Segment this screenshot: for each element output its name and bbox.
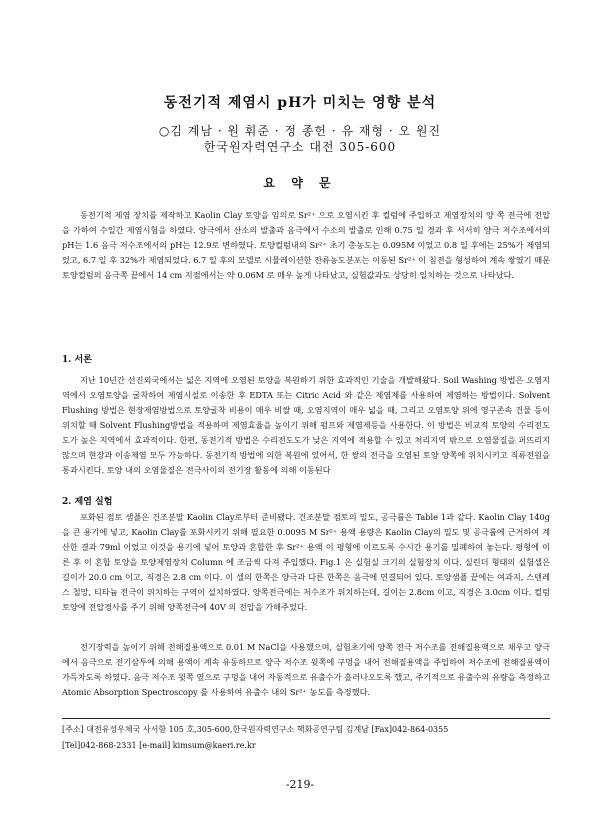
section-2-body: 포화된 점토 샘플은 건조분말 Kaolin Clay로부터 준비됐다. 건조분말 점토의 밀도, 공극률은 Table 1과 같다. Kaolin Clay 140g 을 큰 용기에 넣고, Kaolin Clay를 포화시키기 위해 필요한 0.0095 M Sr²⁺ 용액 용량은 Kaolin Clay의 밀도 및 공극률에 근거하여 계산한 결과 79ml 이었고 이것을 용기에 넣어 토양과 혼합한 후 Sr²⁺ 용액 이 평형에 이르도록 수시간 용기를 밀폐하여 놓는다. 평형에 이른 후 이 혼합 토양을 토양제염장치 Column 에 조금씩 다져 주입했다. Fig.1 은 실험실 크기의 실험장치 이다. 실린더 형태의 실험셀은 길이가 20.0 cm 이고, 직경은 2.8 cm 이다. 이 셀의 한쪽은 양극과 다른 한쪽은 음극에 연결되어 있다. 토양샘플 끝에는 여과지, 스텐레스 철망, 티타늄 전극이 위치하는 구역이 설치하였다. 양쪽전극에는 저수조가 위치하는데, 길이는 2.8cm 이고, 직경은 3.0cm 이다. 컬럼토양에 전압경사를 주기 위해 양쪽전극에 40V 의 전압을 가해주었다.: [62, 512, 550, 612]
paper-title: 동전기적 제염시 pH가 미치는 영향 분석: [163, 95, 437, 111]
section-2-heading: 2. 제염 실험: [62, 497, 113, 507]
section-1-body: 지난 10년간 선진외국에서는 넓은 지역에 오염된 토양을 복원하기 위한 효과적인 기술을 개발해왔다. Soil Washing 방법은 오염지역에서 오염토양을 굴착하여 제염시설로 이송한 후 EDTA 또는 Citric Acid 와 같은 제염제를 사용하여 제염하는 방법이다. Solvent Flushing 방법은 현장제염방법으로 토양굴착 비용이 매우 비쌀 때, 오염지역이 매우 넓을 때, 그리고 오염토양 위에 영구존속 건물 등이 위치할 때 Solvent Flushing방법을 적용하며 제염효율을 높이기 위해 펌프와 제염제등을 사용한다. 이 방법은 비교적 토양의 수리전도도가 높은 지역에서 효과적이다. 한편, 동전기적 방법은 수리전도도가 낮은 지역에 적용할 수 있고 처리지역 밖으로 오염물질을 퍼뜨리지 않으며 현장과 이송제염 모두 가능하다. 동전기적 방법에 의한 복원에 있어서, 한 쌍의 전극을 오염된 토양 양쪽에 위치시키고 직류전원을 통과시킨다. 토양 내의 오염물질은 전극사이의 전기장 활동에 의해 이동된다: [62, 375, 550, 475]
section-1-heading: 1. 서론: [62, 355, 92, 365]
footnote-divider: [62, 718, 550, 719]
affiliation: 한국원자력연구소 대전 305-600: [203, 140, 397, 154]
abstract-heading: 요 약 문: [263, 176, 337, 190]
footnote-address: [주소] 대전유성우체국 사서함 105 호,305-600,한국원자력연구소 핵화공연구팀 김계남 [Fax]042-864-0355: [62, 725, 449, 734]
footnote-contact: [Tel]042-868-2331 [e-mail] kimsum@kaeri.re.kr: [62, 741, 256, 750]
section-2-body-continued: 전기장력을 높이기 위해 전해질용액으로 0.01 M NaCl을 사용했으며, 실험초기에 양쪽 전극 저수조를 전해질용액으로 채우고 양극에서 음극으로 전기삼투에 의해 용액이 계속 유동하므로 양극 저수조 윗쪽에 구멍을 내어 전해질용액을 주입하여 저수조에 전해질용액이 가득차도록 하였다. 음극 저수조 윗쪽 옆으로 구멍을 내어 자동적으로 유출수가 흘러나오도록 했고, 주기적으로 유출수의 유량을 측정하고 Atomic Absorption Spectroscopy 를 사용하여 유출수 내의 Sr²⁺ 농도를 측정했다.: [62, 642, 550, 697]
abstract-body: 동전기적 제염 장치를 제작하고 Kaolin Clay 토양을 임의로 Sr²⁺ 으로 오염시킨 후 컬럼에 주입하고 제염장치의 양 쪽 전극에 전압을 가하여 수일간 제염시험을 하였다. 양극에서 산소의 발출과 음극에서 수소의 발출로 인해 0.75 일 경과 후 서서히 양극 저수조에서의 pH는 1.6 음극 저수조에서의 pH는 12.9로 변하였다. 토양컬럼내의 Sr²⁺ 초기 총농도는 0.095M 이었고 0.8 일 후에는 25%가 제염되었고, 6.7 일 후 32%가 제염되었다. 6.7 일 후의 모델로 시뮬레이션한 잔류농도분포는 이동된 Sr²⁺ 이 침전을 형성하여 계속 쌓였기 때문 토양컬럼의 음극쪽 끝에서 14 cm 지점에서는 약 0.06M 로 매우 높게 나타났고, 실험값과도 상당히 일치하는 것으로 나타났다.: [62, 210, 550, 280]
author-list: ○김 계남 · 원 휘준 · 정 종헌 · 유 재형 · 오 원진: [158, 124, 442, 138]
page-number: -219-: [285, 778, 315, 791]
